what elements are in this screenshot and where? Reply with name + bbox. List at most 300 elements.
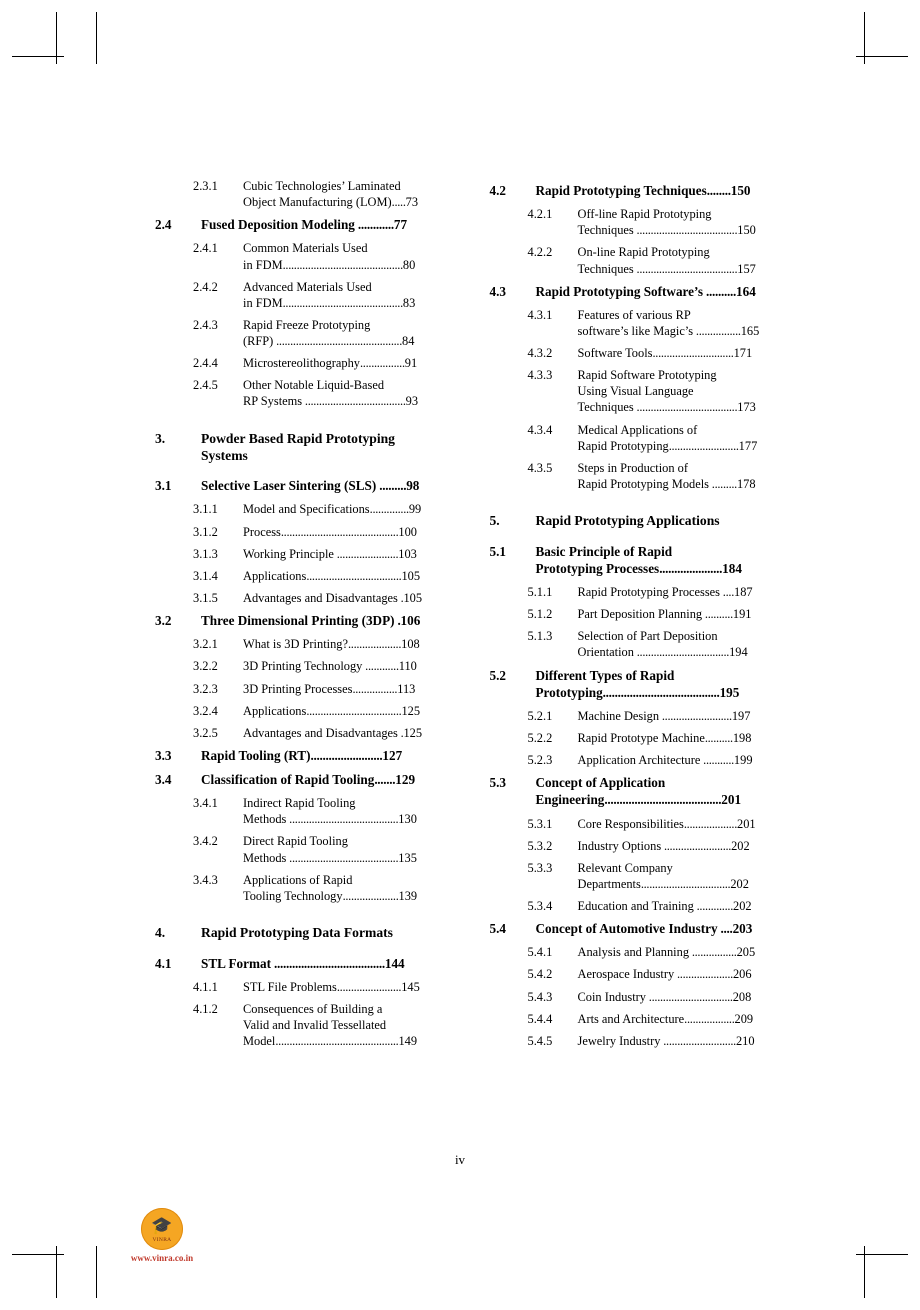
toc-leader-dots: ....................................... (286, 850, 399, 865)
toc-page-number: 149 (398, 1034, 418, 1049)
toc-entry-line: Steps in Production of (577, 460, 688, 475)
toc-subsection-entry[interactable] (490, 944, 781, 960)
logo-badge-sub: VINRA (152, 1237, 172, 1243)
toc-leader-dots: . (397, 725, 404, 740)
toc-entry-line: RP Systems ....................................93 (243, 394, 419, 409)
toc-entry-line: Techniques ....................................173 (577, 400, 756, 415)
toc-page-number: 110 (398, 659, 417, 674)
toc-entry-number: 3.2.4 (193, 703, 218, 718)
toc-subsection-entry[interactable] (490, 307, 781, 339)
toc-entry-line: Application Architecture ...........199 (577, 753, 753, 768)
toc-page-number: 139 (398, 888, 418, 903)
toc-entry-title (243, 979, 446, 995)
toc-entry-title (243, 568, 446, 584)
toc-entry-line: STL File Problems.......................145 (243, 979, 420, 994)
toc-entry-title (578, 1011, 781, 1027)
toc-subsection-entry[interactable] (155, 568, 446, 584)
toc-entry-number: 5.2.3 (527, 753, 553, 768)
toc-entry-line: Engineering.......................................201 (535, 792, 742, 808)
toc-entry-number: 4.1.1 (193, 979, 218, 994)
toc-entry-title (578, 367, 781, 415)
toc-entry-line: Basic Principle of Rapid (535, 543, 673, 559)
toc-leader-dots: . (394, 613, 401, 629)
toc-entry-line: Common Materials Used (243, 241, 368, 256)
toc-entry-line: Rapid Prototyping Applications (535, 513, 720, 529)
toc-entry-line: Prototyping.......................................195 (535, 684, 740, 700)
toc-entry-line: Education and Training .............202 (577, 899, 752, 914)
toc-page-number: 108 (401, 637, 420, 652)
toc-page-number: 125 (401, 703, 421, 718)
toc-leader-dots: ...................... (333, 546, 399, 561)
toc-entry-number: 3.1.4 (193, 568, 218, 583)
toc-section-entry[interactable] (155, 955, 446, 972)
toc-subsection-entry[interactable] (155, 240, 446, 272)
toc-page-number: 187 (734, 585, 753, 600)
toc-page-number: 84 (402, 334, 415, 349)
toc-entry-title (243, 636, 446, 652)
toc-entry-line: Systems (201, 447, 248, 463)
toc-subsection-entry[interactable] (155, 355, 446, 371)
toc-entry-line: Prototyping Processes.....................184 (535, 560, 742, 576)
toc-entry-title (243, 795, 446, 827)
toc-entry-number: 4.3.2 (527, 346, 553, 361)
toc-entry-line: software’s like Magic’s ................165 (577, 323, 760, 338)
toc-entry-line: Applications of Rapid (243, 872, 353, 887)
toc-entry-line: Off-line Rapid Prototyping (577, 207, 712, 222)
toc-subsection-entry[interactable] (155, 833, 446, 865)
toc-entry-title (243, 590, 446, 606)
toc-subsection-entry[interactable] (490, 628, 781, 660)
toc-page-number: 83 (402, 295, 416, 310)
toc-entry-number: 2.4.3 (193, 317, 218, 332)
toc-leader-dots: ....................... (336, 979, 402, 994)
toc-subsection-entry[interactable] (155, 377, 446, 409)
toc-leader-dots: .............. (369, 502, 409, 517)
toc-leader-dots: .................................... (633, 400, 738, 415)
toc-leader-dots: ............................................. (273, 334, 403, 349)
toc-leader-dots: .................................... (633, 261, 738, 276)
toc-subsection-entry[interactable] (490, 367, 781, 415)
toc-entry-line: Fused Deposition Modeling ............77 (201, 217, 408, 233)
toc-page-number: 184 (722, 560, 742, 576)
toc-leader-dots: ............ (354, 217, 394, 233)
toc-subsection-entry[interactable] (155, 546, 446, 562)
toc-page-number: 178 (736, 476, 756, 491)
toc-leader-dots: ..................................... (270, 955, 385, 971)
toc-entry-title (243, 524, 446, 540)
toc-section-entry[interactable] (155, 612, 446, 629)
toc-leader-dots: ............................................ (275, 1034, 399, 1049)
toc-entry-number: 3.1.1 (193, 502, 218, 517)
toc-entry-title (243, 279, 446, 311)
toc-entry-number: 3.4.3 (193, 872, 218, 887)
toc-leader-dots: .......... (704, 730, 733, 745)
toc-leader-dots: ........................ (310, 747, 383, 763)
toc-entry-title (536, 920, 781, 937)
toc-entry-title (578, 838, 781, 854)
toc-entry-line: (RFP) .............................................84 (243, 334, 415, 349)
toc-entry-title (578, 966, 781, 982)
toc-entry-line: in FDM...........................................83 (243, 295, 416, 310)
toc-subsection-entry[interactable] (490, 838, 781, 854)
toc-page-number: 164 (736, 283, 756, 299)
toc-entry-title (201, 430, 446, 465)
toc-entry-number: 3. (155, 430, 166, 446)
toc-leader-dots: ................ (693, 323, 741, 338)
toc-subsection-entry[interactable] (155, 681, 446, 697)
toc-page-number: 73 (405, 195, 419, 210)
toc-entry-line: Tooling Technology....................139 (243, 888, 418, 903)
toc-subsection-entry[interactable] (490, 244, 781, 276)
toc-leader-dots: ......... (708, 476, 737, 491)
toc-entry-line: Rapid Prototyping Processes ....187 (577, 585, 753, 600)
toc-entry-title (578, 898, 781, 914)
toc-leader-dots: .................... (674, 967, 733, 982)
toc-section-entry[interactable] (490, 283, 781, 300)
toc-section-entry[interactable] (490, 667, 781, 701)
toc-leader-dots: . (397, 590, 404, 605)
toc-chapter-entry[interactable] (155, 924, 446, 942)
toc-entry-line: Applications..................................125 (243, 703, 421, 718)
toc-leader-dots: ......... (376, 478, 407, 494)
toc-entry-number: 4.2.1 (527, 207, 553, 222)
toc-section-entry[interactable] (490, 920, 781, 937)
toc-entry-line: 3D Printing Processes................113 (243, 681, 416, 696)
toc-entry-number: 5.2 (489, 667, 506, 683)
toc-entry-title (201, 955, 446, 972)
toc-subsection-entry[interactable] (155, 658, 446, 674)
toc-entry-title (243, 240, 446, 272)
toc-subsection-entry[interactable] (155, 590, 446, 606)
toc-page-number: 105 (403, 590, 423, 605)
toc-page-number: 144 (384, 955, 405, 971)
toc-entry-line: Model............................................149 (243, 1034, 418, 1049)
toc-entry-number: 3.4.2 (193, 834, 218, 849)
toc-page-number: 195 (719, 684, 740, 700)
toc-entry-line: Microstereolithography................91 (243, 356, 418, 371)
toc-leader-dots: ............ (362, 659, 399, 674)
toc-entry-title (243, 178, 446, 210)
toc-page-number: 145 (401, 979, 420, 994)
toc-subsection-entry[interactable] (490, 860, 781, 892)
toc-section-entry[interactable] (490, 182, 781, 199)
toc-entry-number: 4.1.2 (193, 1001, 218, 1016)
toc-entry-line: Orientation .................................194 (577, 645, 748, 660)
toc-entry-line: Rapid Freeze Prototyping (243, 317, 371, 332)
toc-page-number: 203 (732, 921, 753, 937)
toc-entry-number: 3.1 (155, 478, 172, 494)
toc-subsection-entry[interactable] (490, 206, 781, 238)
toc-page-number: 150 (730, 183, 751, 198)
toc-entry-line: Rapid Software Prototyping (577, 368, 717, 383)
toc-subsection-entry[interactable] (155, 979, 446, 995)
toc-entry-line: 3D Printing Technology ............110 (243, 659, 417, 674)
toc-entry-title (578, 708, 781, 724)
toc-subsection-entry[interactable] (155, 1001, 446, 1049)
page-number: iv (454, 1152, 466, 1167)
toc-entry-line: Direct Rapid Tooling (243, 834, 348, 849)
toc-subsection-entry[interactable] (490, 708, 781, 724)
toc-entry-line: Part Deposition Planning ..........191 (577, 607, 752, 622)
toc-subsection-entry[interactable] (155, 178, 446, 210)
toc-entry-number: 3.4 (155, 772, 172, 788)
toc-page-number: 205 (736, 945, 756, 960)
toc-entry-title (578, 606, 781, 622)
toc-entry-title (243, 703, 446, 719)
toc-entry-line: Powder Based Rapid Prototyping (201, 430, 395, 446)
toc-leader-dots: .................. (684, 1011, 735, 1026)
toc-entry-line: Three Dimensional Printing (3DP) .106 (201, 613, 421, 629)
toc-entry-line: Using Visual Language (577, 384, 694, 399)
toc-page-number: 106 (400, 613, 421, 629)
toc-entry-number: 5.3 (489, 775, 506, 791)
toc-entry-title (243, 317, 446, 349)
toc-page-number: 113 (397, 681, 416, 696)
toc-subsection-entry[interactable] (155, 501, 446, 517)
toc-entry-number: 4.3.1 (527, 307, 553, 322)
toc-column-left (155, 178, 446, 1055)
toc-leader-dots: ........................ (661, 838, 732, 853)
toc-leader-dots: ........................................... (282, 295, 403, 310)
toc-leader-dots: ................ (689, 945, 737, 960)
toc-subsection-entry[interactable] (490, 1011, 781, 1027)
toc-page-number: 129 (395, 772, 416, 788)
toc-leader-dots: .................... (342, 888, 399, 903)
toc-entry-title (243, 833, 446, 865)
toc-page-number: 197 (731, 708, 751, 723)
toc-section-entry[interactable] (490, 543, 781, 577)
toc-entry-number: 5. (489, 513, 500, 529)
toc-entry-line: Analysis and Planning ................205 (577, 945, 756, 960)
toc-entry-line: Rapid Prototyping Techniques........150 (535, 183, 751, 198)
toc-page-number: 177 (738, 438, 758, 453)
toc-leader-dots: .......... (703, 283, 737, 299)
toc-entry-title (578, 989, 781, 1005)
toc-leader-dots: .................................... (302, 394, 406, 409)
toc-entry-title (243, 501, 446, 517)
toc-subsection-entry[interactable] (490, 898, 781, 914)
toc-section-entry[interactable] (155, 477, 446, 494)
toc-leader-dots: ........................................... (282, 257, 403, 272)
toc-subsection-entry[interactable] (155, 725, 446, 741)
toc-entry-title (201, 747, 446, 764)
toc-entry-number: 2.4.1 (193, 241, 218, 256)
toc-entry-title (243, 546, 446, 562)
toc-entry-title (536, 774, 781, 808)
toc-page-number: 93 (405, 394, 419, 409)
toc-page-number: 202 (730, 876, 749, 891)
toc-subsection-entry[interactable] (490, 460, 781, 492)
toc-entry-title (578, 206, 781, 238)
toc-entry-line: Object Manufacturing (LOM).....73 (243, 195, 419, 210)
toc-chapter-entry[interactable] (155, 430, 446, 465)
toc-entry-line: Advanced Materials Used (243, 279, 372, 294)
toc-entry-number: 2.4.2 (193, 279, 218, 294)
toc-subsection-entry[interactable] (490, 966, 781, 982)
toc-entry-title (201, 477, 446, 494)
toc-entry-line: Concept of Automotive Industry ....203 (535, 921, 753, 937)
toc-column-right (490, 178, 781, 1055)
graduation-cap-icon (141, 1208, 183, 1250)
toc-subsection-entry[interactable] (490, 989, 781, 1005)
toc-entry-line: Different Types of Rapid (535, 667, 675, 683)
toc-entry-line: Selection of Part Deposition (577, 629, 718, 644)
toc-page-number: 98 (406, 478, 420, 494)
toc-subsection-entry[interactable] (490, 1033, 781, 1049)
toc-section-entry[interactable] (155, 216, 446, 233)
toc-leader-dots: .......................... (660, 1033, 736, 1048)
toc-entry-number: 3.4.1 (193, 796, 218, 811)
toc-entry-line: Advantages and Disadvantages .125 (243, 725, 423, 740)
toc-leader-dots: .......... (702, 607, 733, 622)
toc-leader-dots: ................ (352, 681, 398, 696)
cap-glyph: 🎓 (151, 1216, 173, 1235)
toc-entry-title (578, 345, 781, 361)
toc-entry-line: Concept of Application (535, 775, 666, 791)
toc-entry-title (243, 377, 446, 409)
toc-page-number: 77 (393, 217, 408, 233)
toc-page-number: 191 (732, 607, 752, 622)
toc-subsection-entry[interactable] (490, 606, 781, 622)
toc-entry-number: 3.1.5 (193, 590, 218, 605)
toc-entry-line: Methods .......................................135 (243, 850, 417, 865)
toc-entry-title (243, 681, 446, 697)
toc-page-number: 150 (737, 223, 756, 238)
toc-entry-line: Working Principle ......................103 (243, 546, 417, 561)
toc-entry-line: Jewelry Industry ..........................210 (577, 1033, 755, 1048)
toc-page-number: 91 (404, 356, 418, 371)
toc-entry-number: 4.2.2 (527, 245, 553, 260)
toc-entry-line: Cubic Technologies’ Laminated (243, 179, 401, 193)
toc-entry-number: 5.4.1 (527, 945, 553, 960)
toc-page-number: 100 (398, 524, 417, 539)
toc-leader-dots: ........ (706, 183, 731, 198)
toc-leader-dots: ................... (683, 816, 738, 831)
toc-page-number: 127 (382, 747, 403, 763)
toc-leader-dots: ....................................... (604, 792, 722, 808)
publisher-logo (120, 1208, 204, 1263)
toc-subsection-entry[interactable] (155, 279, 446, 311)
toc-entry-line: Machine Design .........................197 (577, 708, 751, 723)
toc-leader-dots: .......................................... (280, 524, 399, 539)
toc-page-number: 165 (740, 323, 760, 338)
toc-entry-number: 5.1.2 (527, 607, 553, 622)
publisher-url: www.vinra.co.in (130, 1253, 194, 1263)
toc-page-number: 209 (734, 1011, 754, 1026)
toc-entry-line: On-line Rapid Prototyping (577, 245, 710, 260)
toc-chapter-entry[interactable] (490, 512, 781, 530)
toc-leader-dots: ................................. (633, 645, 730, 660)
toc-subsection-entry[interactable] (490, 422, 781, 454)
toc-page-number: 80 (402, 257, 416, 272)
toc-entry-title (243, 725, 446, 741)
toc-subsection-entry[interactable] (155, 636, 446, 652)
toc-entry-number: 4.2 (489, 183, 506, 198)
toc-section-entry[interactable] (490, 774, 781, 808)
toc-entry-line: STL Format .....................................144 (201, 955, 405, 971)
toc-entry-number: 5.1 (489, 543, 506, 559)
toc-entry-number: 3.2.2 (193, 659, 218, 674)
toc-subsection-entry[interactable] (490, 816, 781, 832)
toc-subsection-entry[interactable] (155, 795, 446, 827)
toc-subsection-entry[interactable] (490, 730, 781, 746)
toc-entry-number: 5.2.1 (527, 708, 553, 723)
toc-page-number: 103 (398, 546, 417, 561)
toc-entry-line: Consequences of Building a (243, 1001, 383, 1016)
toc-subsection-entry[interactable] (490, 345, 781, 361)
toc-subsection-entry[interactable] (490, 752, 781, 768)
toc-entry-line: Arts and Architecture..................209 (577, 1011, 754, 1026)
toc-entry-number: 5.1.1 (527, 585, 553, 600)
toc-entry-line: Advantages and Disadvantages .105 (243, 590, 423, 605)
toc-entry-title (578, 460, 781, 492)
toc-leader-dots: ....... (374, 772, 396, 788)
toc-entry-number: 4.1 (155, 955, 172, 971)
toc-entry-title (536, 182, 781, 199)
toc-entry-number: 4.3 (489, 283, 506, 299)
toc-subsection-entry[interactable] (490, 584, 781, 600)
toc-page-number: 157 (737, 261, 756, 276)
toc-entry-line: Rapid Prototype Machine..........198 (577, 730, 752, 745)
toc-leader-dots: ....................................... (602, 684, 720, 700)
toc-leader-dots: .... (720, 585, 734, 600)
toc-entry-line: Software Tools.............................171 (577, 346, 753, 361)
toc-entry-number: 5.4 (489, 921, 506, 937)
toc-entry-title (201, 612, 446, 629)
toc-entry-number: 3.2.3 (193, 681, 218, 696)
toc-entry-number: 5.2.2 (527, 730, 553, 745)
toc-entry-title (578, 422, 781, 454)
toc-subsection-entry[interactable] (155, 703, 446, 719)
table-of-contents (155, 178, 780, 1055)
toc-subsection-entry[interactable] (155, 872, 446, 904)
toc-page-number: 198 (732, 730, 752, 745)
toc-entry-title (578, 860, 781, 892)
toc-entry-number: 2.4 (155, 217, 172, 233)
toc-entry-line: Selective Laser Sintering (SLS) .........98 (201, 478, 420, 494)
toc-page-number: 105 (401, 568, 421, 583)
toc-leader-dots: ....................................... (286, 812, 399, 827)
toc-entry-line: Core Responsibilities...................201 (577, 816, 756, 831)
toc-entry-line: Relevant Company (577, 860, 673, 875)
toc-entry-number: 3.2.1 (193, 637, 218, 652)
toc-entry-title (201, 216, 446, 233)
toc-section-entry[interactable] (155, 747, 446, 764)
toc-entry-title (536, 283, 781, 300)
toc-subsection-entry[interactable] (155, 317, 446, 349)
toc-entry-line: Rapid Prototyping Models .........178 (577, 476, 756, 491)
toc-entry-line: Coin Industry ..............................208 (577, 989, 752, 1004)
toc-entry-line: Valid and Invalid Tessellated (243, 1018, 387, 1033)
toc-page-number: 202 (733, 899, 752, 914)
toc-entry-line: Medical Applications of (577, 422, 698, 437)
toc-entry-title (578, 244, 781, 276)
toc-entry-number: 5.4.3 (527, 989, 553, 1004)
toc-entry-number: 4.3.4 (527, 422, 553, 437)
toc-entry-number: 5.4.5 (527, 1033, 553, 1048)
toc-entry-number: 3.2 (155, 613, 172, 629)
toc-entry-title (578, 752, 781, 768)
toc-leader-dots: ......................... (659, 708, 732, 723)
toc-page-number: 130 (398, 812, 417, 827)
toc-subsection-entry[interactable] (155, 524, 446, 540)
toc-entry-number: 3.1.2 (193, 524, 218, 539)
toc-entry-line: Rapid Prototyping Data Formats (201, 924, 393, 940)
toc-section-entry[interactable] (155, 771, 446, 788)
toc-leader-dots: ............. (693, 899, 733, 914)
toc-entry-title (578, 816, 781, 832)
toc-entry-title (578, 628, 781, 660)
